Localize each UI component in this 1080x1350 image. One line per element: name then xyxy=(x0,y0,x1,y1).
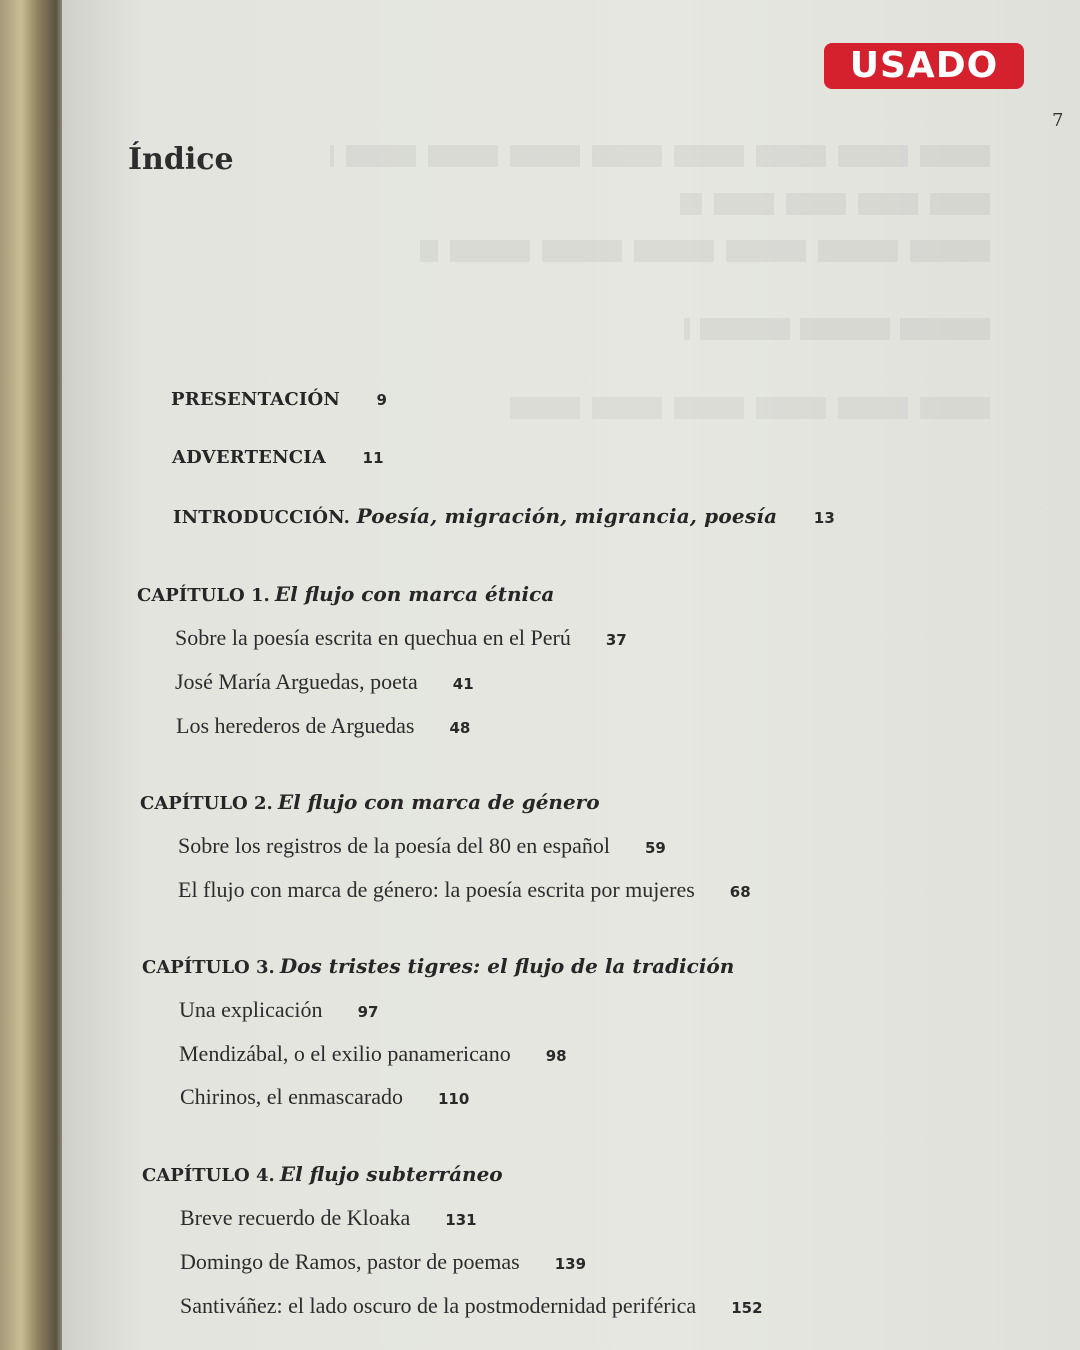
section-title: Sobre la poesía escrita en quechua en el Perú xyxy=(175,625,571,650)
chapter-heading-3 xyxy=(142,954,734,978)
toc-section xyxy=(180,1293,763,1319)
toc-section xyxy=(175,669,474,695)
toc-section xyxy=(176,713,470,739)
toc-page-number: 41 xyxy=(452,675,474,693)
section-title: Sobre los registros de la poesía del 80 en español xyxy=(178,833,610,858)
toc-section xyxy=(178,833,666,859)
toc-page-number: 48 xyxy=(449,719,471,737)
toc-page-number: 9 xyxy=(376,391,388,409)
toc-section xyxy=(175,625,627,651)
toc-page-number: 152 xyxy=(731,1299,763,1317)
section-title: Breve recuerdo de Kloaka xyxy=(180,1205,411,1230)
toc-entry-introduccion xyxy=(173,504,835,528)
chapter-heading-4 xyxy=(142,1162,503,1186)
chapter-label: CAPÍTULO 1. xyxy=(137,585,270,606)
toc-page-number: 98 xyxy=(545,1047,567,1065)
toc-page-number: 97 xyxy=(357,1003,379,1021)
page-number: 7 xyxy=(1052,110,1064,131)
toc-page-number: 11 xyxy=(362,449,384,467)
toc-entry-subtitle: Poesía, migración, migrancia, poesía xyxy=(356,504,778,528)
chapter-heading-2 xyxy=(140,790,600,814)
chapter-title: El flujo con marca de género xyxy=(277,790,600,814)
section-title: Chirinos, el enmascarado xyxy=(180,1084,403,1109)
used-badge: USADO xyxy=(824,43,1024,89)
toc-section xyxy=(180,1084,469,1110)
section-title: El flujo con marca de género: la poesía escrita por mujeres xyxy=(178,877,695,902)
toc-page-number: 59 xyxy=(644,839,666,857)
toc-entry-label: ADVERTENCIA xyxy=(172,447,327,468)
section-title: Mendizábal, o el exilio panamericano xyxy=(179,1041,511,1066)
chapter-title: El flujo con marca étnica xyxy=(274,582,555,606)
toc-page-number: 13 xyxy=(813,509,835,527)
book-spine xyxy=(0,0,70,1350)
chapter-title: Dos tristes tigres: el flujo de la tradición xyxy=(279,954,735,978)
toc-page-number: 110 xyxy=(438,1090,470,1108)
toc-page-number: 131 xyxy=(445,1211,477,1229)
toc-page-number: 139 xyxy=(554,1255,587,1273)
toc-section xyxy=(179,1041,567,1067)
toc-page-number: 37 xyxy=(605,631,627,649)
toc-entry-advertencia xyxy=(172,447,384,468)
chapter-heading-1 xyxy=(137,582,554,606)
chapter-label: CAPÍTULO 2. xyxy=(140,793,273,814)
section-title: Una explicación xyxy=(179,997,323,1022)
toc-page-number: 68 xyxy=(729,883,751,901)
section-title: Santiváñez: el lado oscuro de la postmodernidad periférica xyxy=(180,1293,697,1318)
section-title: Los herederos de Arguedas xyxy=(176,713,415,738)
toc-section xyxy=(180,1205,477,1231)
toc-entry-label: PRESENTACIÓN xyxy=(171,389,341,410)
toc-section xyxy=(178,877,751,903)
chapter-label: CAPÍTULO 3. xyxy=(142,957,275,978)
chapter-label: CAPÍTULO 4. xyxy=(142,1165,275,1186)
toc-section xyxy=(180,1249,586,1275)
toc-entry-presentacion xyxy=(171,389,387,410)
toc-section xyxy=(179,997,378,1023)
page-title: Índice xyxy=(128,142,234,177)
section-title: José María Arguedas, poeta xyxy=(175,669,418,694)
toc-entry-label: INTRODUCCIÓN. xyxy=(173,507,351,528)
chapter-title: El flujo subterráneo xyxy=(279,1162,503,1186)
section-title: Domingo de Ramos, pastor de poemas xyxy=(180,1249,520,1274)
